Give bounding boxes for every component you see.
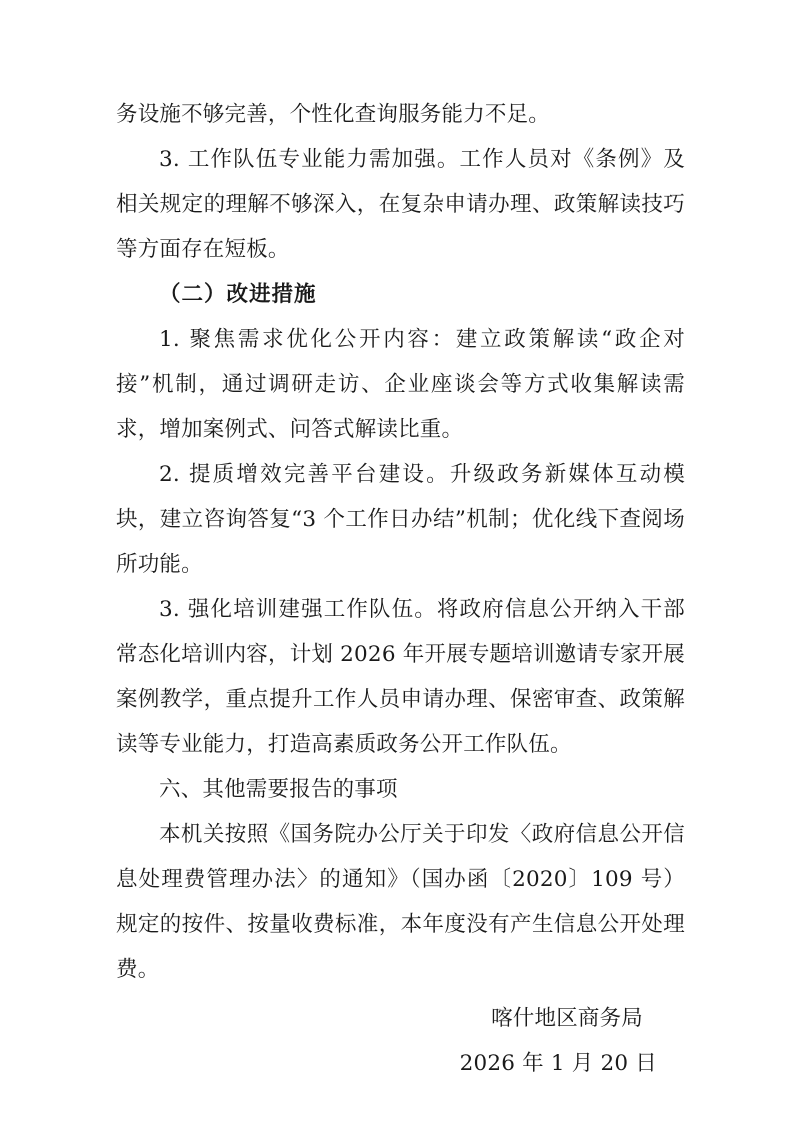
- signature-organization: 喀什地区商务局: [491, 1006, 643, 1031]
- heading-section-six: 六、其他需要报告的事项: [159, 777, 398, 802]
- paragraph-problem-item-3: 3. 工作队伍专业能力需加强。工作人员对《条例》及相关规定的理解不够深入，在复杂申请办理、政策解读技巧等方面存在短板。: [116, 147, 685, 262]
- paragraph-continued: 务设施不够完善，个性化查询服务能力不足。: [116, 102, 551, 127]
- paragraph-measure-item-3: 3. 强化培训建强工作队伍。将政府信息公开纳入干部常态化培训内容，计划 2026 年开展专题培训邀请专家开展案例教学，重点提升工作人员申请办理、保密审查、政策解读等专业能力，打造高素质政务公开工作队伍。: [116, 597, 685, 757]
- signature-block: [116, 996, 685, 1086]
- paragraph-measure-item-1: 1. 聚焦需求优化公开内容：建立政策解读“政企对接”机制，通过调研走访、企业座谈会等方式收集解读需求，增加案例式、问答式解读比重。: [116, 327, 685, 442]
- paragraph-section-six-body: 本机关按照《国务院办公厅关于印发〈政府信息公开信息处理费管理办法〉的通知》（国办函〔2020〕109 号）规定的按件、按量收费标准，本年度没有产生信息公开处理费。: [116, 822, 685, 982]
- signature-date: 2026 年 1 月 20 日: [459, 1051, 657, 1076]
- paragraph-measure-item-2: 2. 提质增效完善平台建设。升级政务新媒体互动模块，建立咨询答复“3 个工作日办结”机制；优化线下查阅场所功能。: [116, 462, 685, 577]
- heading-improvement-measures: （二）改进措施: [159, 282, 317, 307]
- document-body: [116, 92, 685, 1086]
